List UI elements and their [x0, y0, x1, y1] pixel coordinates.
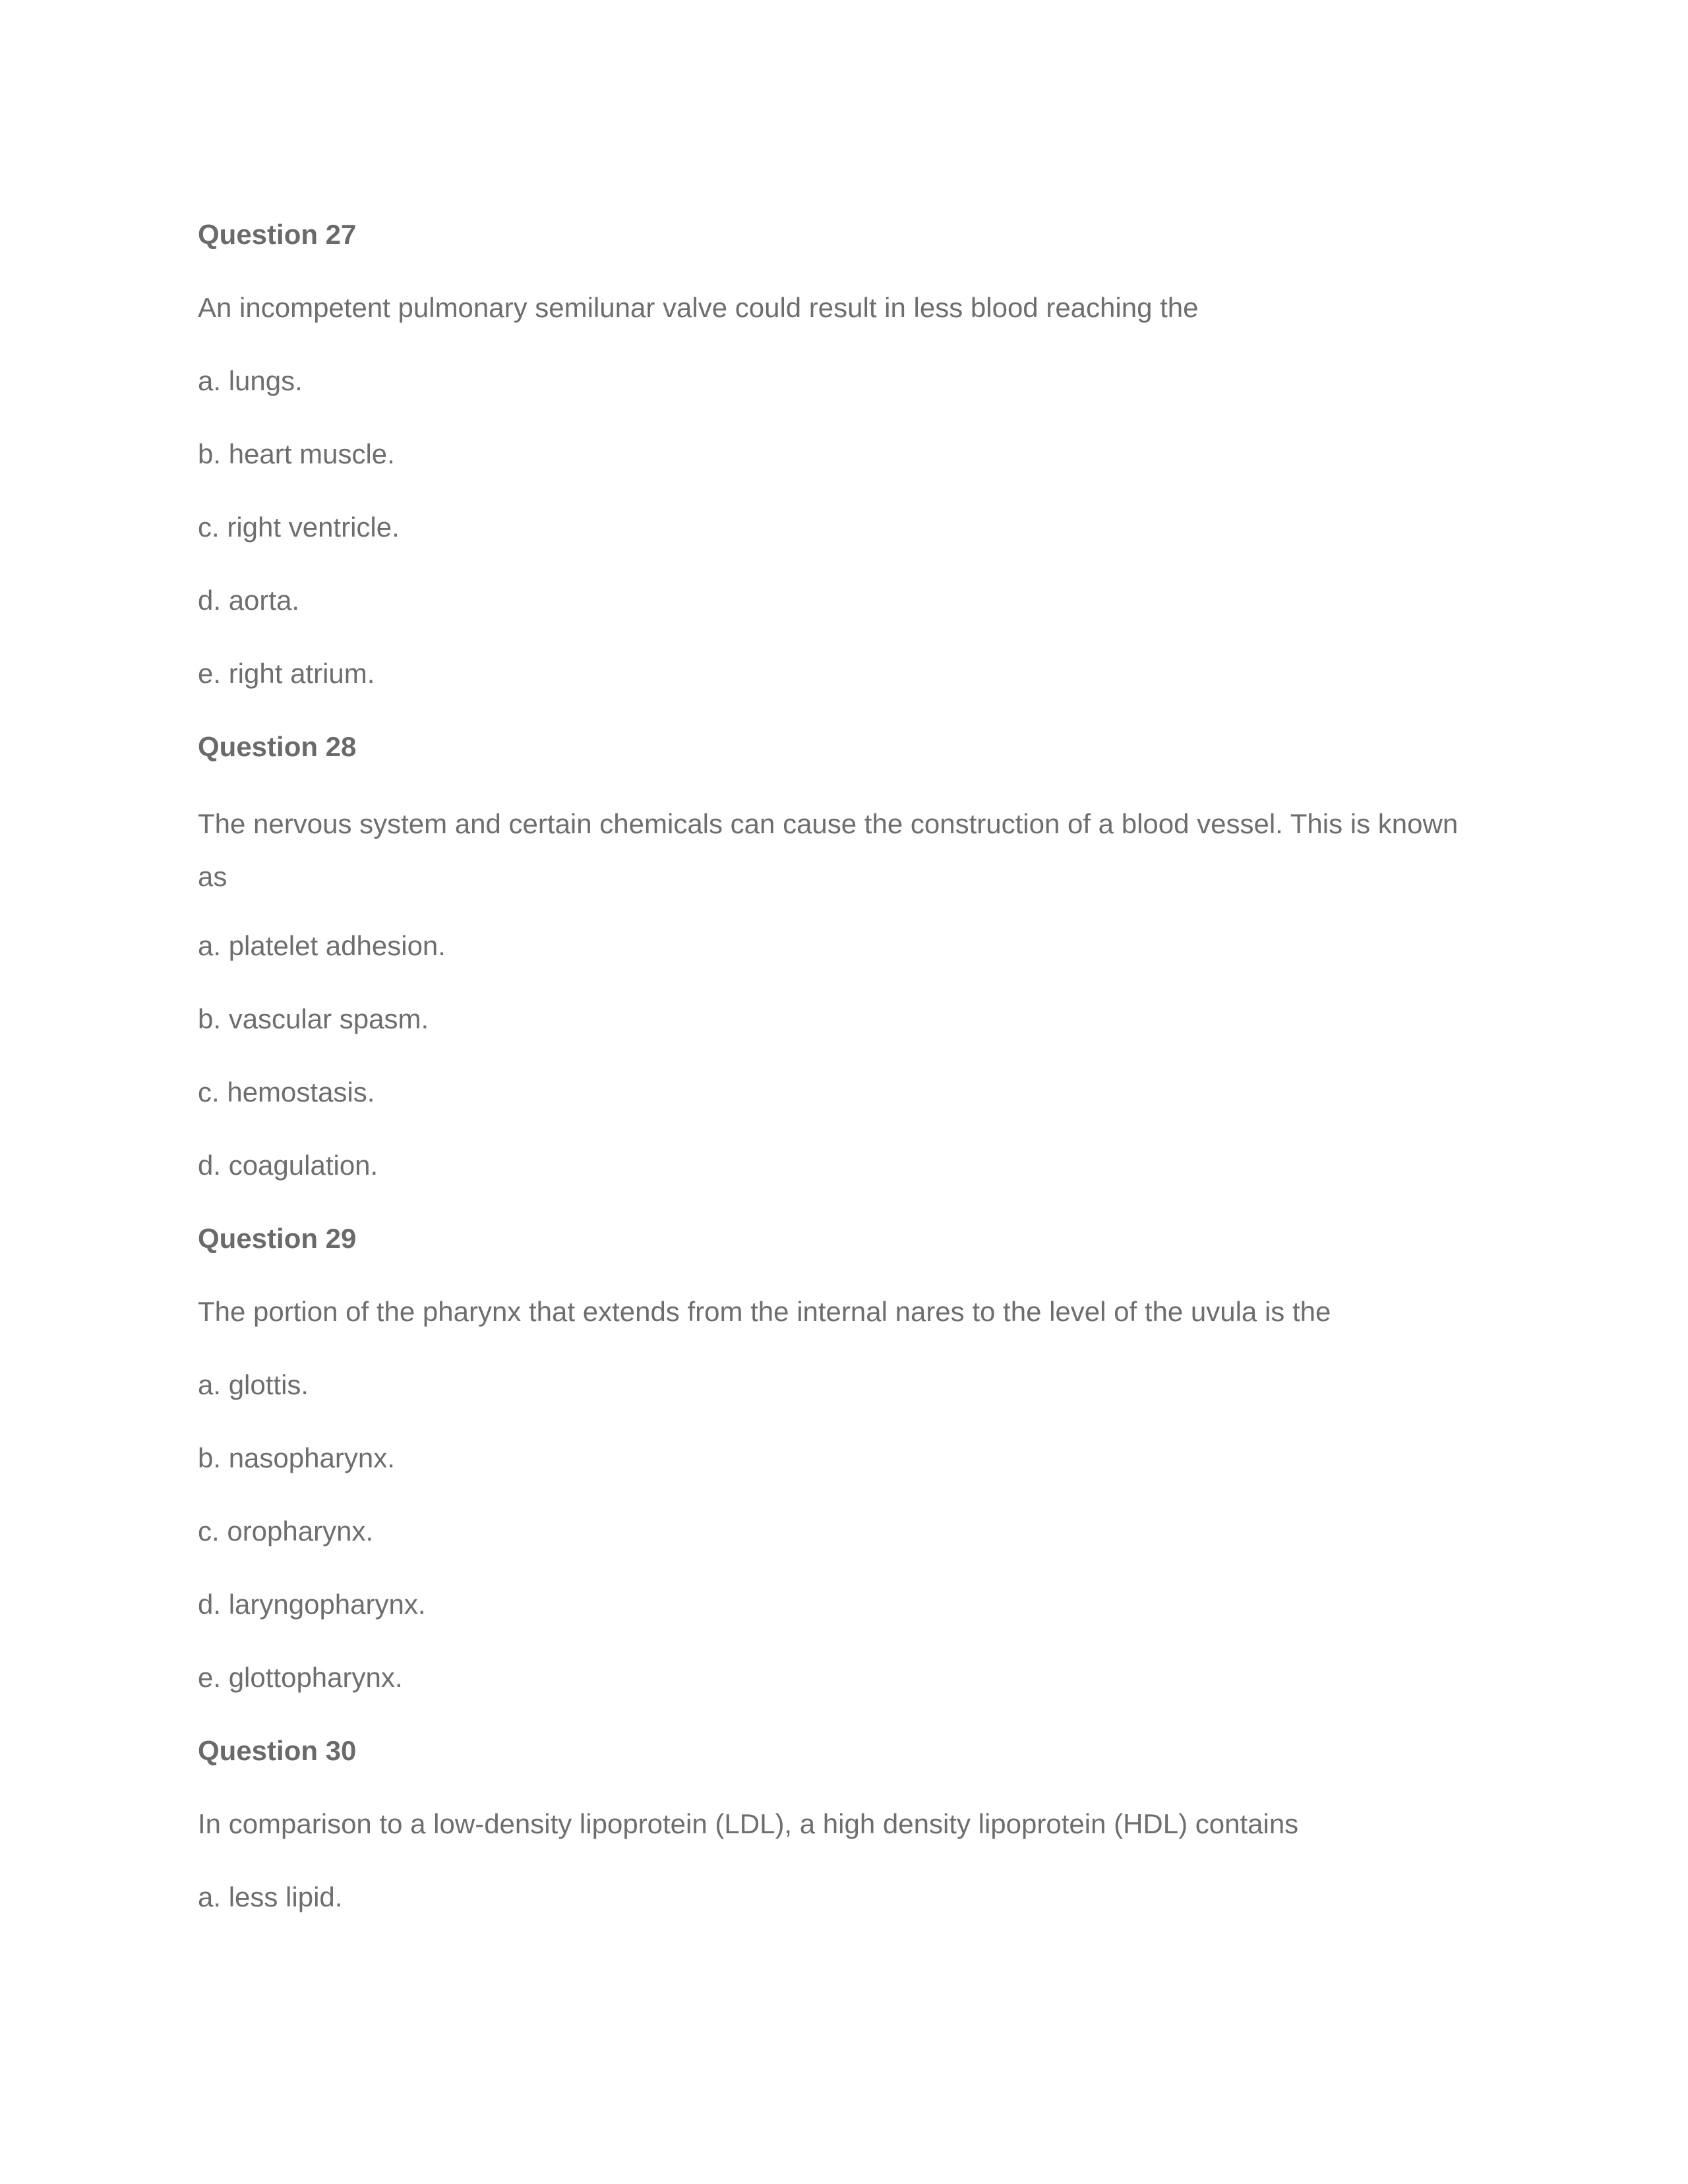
answer-option: c. right ventricle. [198, 512, 400, 543]
question-27 [198, 212, 1517, 695]
answer-option: a. less lipid. [198, 1881, 343, 1912]
answer-option: a. glottis. [198, 1369, 309, 1400]
answer-option: e. right atrium. [198, 658, 375, 689]
question-28 [198, 724, 1517, 1187]
answer-option: d. laryngopharynx. [198, 1589, 426, 1620]
question-30 [198, 1728, 1517, 1919]
answer-option: d. aorta. [198, 585, 300, 616]
question-title: Question 27 [198, 219, 357, 250]
answer-option: a. lungs. [198, 365, 303, 396]
answer-option: e. glottopharynx. [198, 1662, 403, 1693]
question-text: In comparison to a low-density lipoprotein (LDL), a high density lipoprotein (HDL) contains [198, 1808, 1299, 1839]
answer-option: c. oropharynx. [198, 1516, 374, 1547]
answer-option: b. nasopharynx. [198, 1442, 395, 1473]
answer-option: b. heart muscle. [198, 438, 395, 469]
question-title: Question 30 [198, 1735, 357, 1766]
question-29 [198, 1216, 1517, 1699]
question-text: An incompetent pulmonary semilunar valve could result in less blood reaching the [198, 292, 1199, 323]
answer-option: c. hemostasis. [198, 1077, 375, 1107]
question-text: The portion of the pharynx that extends from the internal nares to the level of the uvula is the [198, 1296, 1331, 1327]
question-title: Question 28 [198, 731, 357, 762]
question-text: The nervous system and certain chemicals can cause the construction of a blood vessel. This is known as [198, 808, 1459, 892]
document-page [198, 212, 1517, 1948]
answer-option: a. platelet adhesion. [198, 930, 446, 961]
question-title: Question 29 [198, 1223, 357, 1254]
answer-option: b. vascular spasm. [198, 1003, 429, 1034]
answer-option: d. coagulation. [198, 1150, 378, 1181]
